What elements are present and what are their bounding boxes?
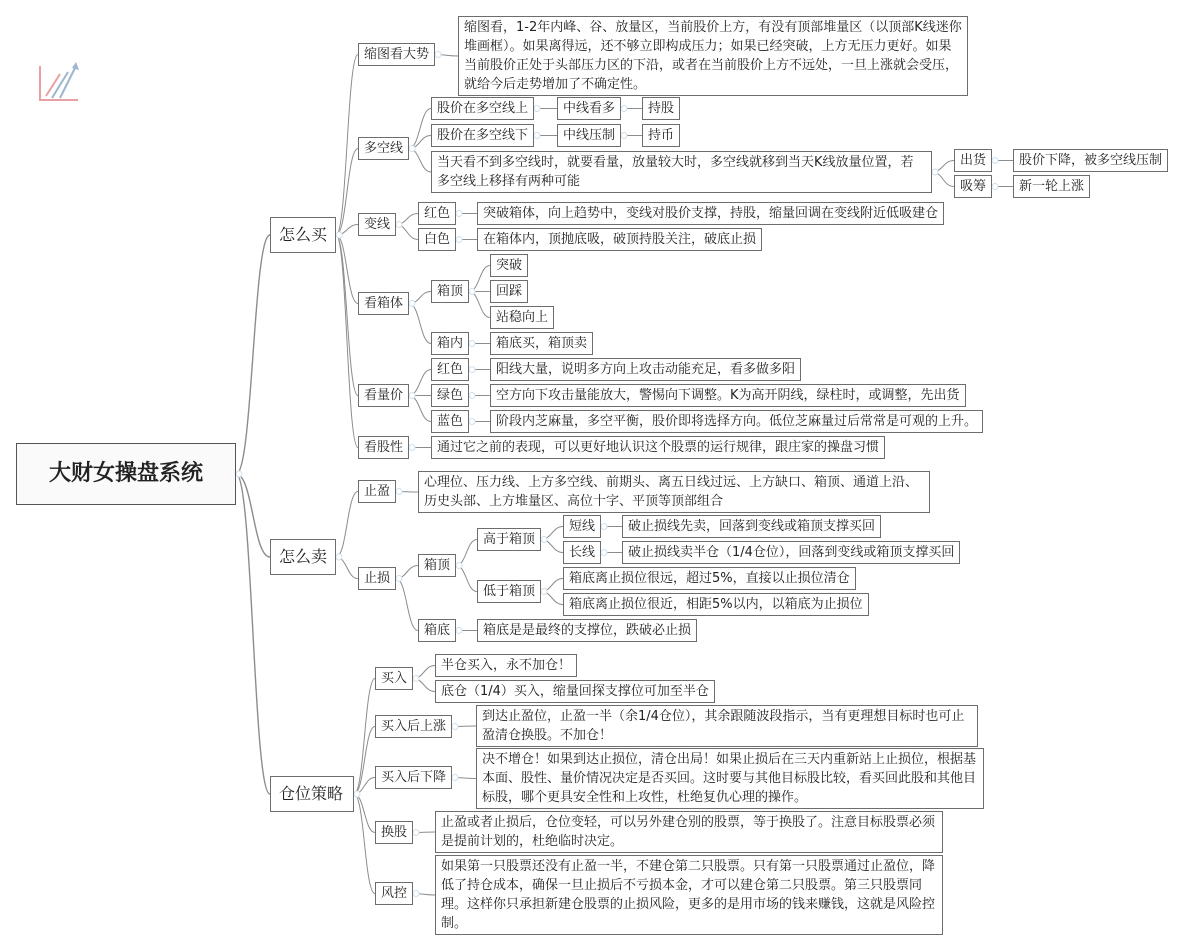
expand-toggle-ma-note[interactable]	[932, 169, 938, 175]
expand-toggle-position-node[interactable]	[354, 791, 360, 797]
ma-sell[interactable]: 出货	[954, 149, 992, 172]
expand-toggle-trend-node[interactable]	[435, 52, 441, 58]
expand-toggle-change-white[interactable]	[456, 237, 462, 243]
buy-node[interactable]: 怎么买	[270, 217, 336, 253]
ma-hold-stock[interactable]: 持股	[642, 97, 680, 120]
expand-toggle-change-node[interactable]	[396, 222, 402, 228]
pos-up-node[interactable]: 买入后上涨	[375, 715, 452, 738]
expand-toggle-box-top[interactable]	[469, 289, 475, 295]
expand-toggle-vol-red[interactable]	[469, 367, 475, 373]
connector-sell-node-profit-node	[336, 492, 358, 558]
box-retest: 回踩	[490, 280, 528, 303]
connector-root-node-position-node	[236, 474, 270, 794]
vol-red[interactable]: 红色	[431, 358, 469, 381]
pos-down-text: 决不增仓！如果到达止损位，清仓出局！如果止损后在三天内重新站上止损位，根据基本面、股性、量价情况决定是否买回。这时要与其他目标股比较，看买回此股和其他目标股，哪个更具安全性和上攻性，杜绝复仇心理的操作。	[476, 748, 984, 809]
connector-buy-node-box-node	[336, 235, 358, 304]
expand-toggle-stop-below[interactable]	[541, 589, 547, 595]
connector-position-node-pos-buy-node	[354, 679, 375, 795]
expand-toggle-ma-node[interactable]	[409, 146, 415, 152]
expand-toggle-pos-up-node[interactable]	[452, 724, 458, 730]
expand-toggle-ma-mid-up[interactable]	[621, 106, 627, 112]
change-white[interactable]: 白色	[418, 228, 456, 251]
box-node[interactable]: 看箱体	[358, 292, 409, 315]
expand-toggle-nature-node[interactable]	[409, 445, 415, 451]
connector-stop-top-stop-above	[456, 540, 477, 566]
box-inside[interactable]: 箱内	[431, 332, 469, 355]
pos-swap-node[interactable]: 换股	[375, 821, 413, 844]
ma-note: 当天看不到多空线时，就要看量，放量较大时，多空线就移到当天K线放量位置，若多空线上移择有两种可能	[431, 151, 932, 193]
pos-swap-text: 止盈或者止损后，仓位变轻，可以另外建仓别的股票，等于换股了。注意目标股票必须是提前计划的，杜绝临时决定。	[435, 811, 943, 853]
root-node[interactable]: 大财女操盘系统	[16, 443, 236, 505]
expand-toggle-pos-risk-node[interactable]	[413, 891, 419, 897]
stop-short-text: 破止损线先卖，回落到变线或箱顶支撑买回	[622, 515, 881, 538]
connector-box-top-box-break	[469, 266, 490, 292]
vol-blue-text: 阶段内芝麻量，多空平衡，股价即将选择方向。低位芝麻量过后常常是可观的上升。	[490, 410, 983, 433]
ma-absorb[interactable]: 吸筹	[954, 175, 992, 198]
expand-toggle-vol-green[interactable]	[469, 393, 475, 399]
vol-red-text: 阳线大量，说明多方向上攻击动能充足，看多做多阳	[490, 358, 801, 381]
stop-below-far: 箱底离止损位很远，超过5%，直接以止损位清仓	[563, 567, 856, 590]
box-break: 突破	[490, 254, 528, 277]
expand-toggle-box-node[interactable]	[409, 301, 415, 307]
box-stand: 站稳向上	[490, 306, 554, 329]
ma-mid-down[interactable]: 中线压制	[557, 124, 621, 147]
expand-toggle-vol-blue[interactable]	[469, 419, 475, 425]
position-node[interactable]: 仓位策略	[270, 776, 354, 812]
ma-mid-up[interactable]: 中线看多	[557, 97, 621, 120]
profit-node[interactable]: 止盈	[358, 480, 396, 503]
expand-toggle-ma-below[interactable]	[534, 133, 540, 139]
expand-toggle-stop-short[interactable]	[601, 524, 607, 530]
connector-buy-node-ma-node	[336, 149, 358, 236]
pos-up-text: 到达止盈位，止盈一半（余1/4仓位），其余跟随波段指示，当有更理想目标时也可止盈清仓换股。不加仓！	[476, 705, 978, 747]
stop-bottom[interactable]: 箱底	[418, 619, 456, 642]
pos-buy-node[interactable]: 买入	[375, 667, 413, 690]
change-red-text: 突破箱体，向上趋势中，变线对股价支撑，持股，缩量回调在变线附近低吸建仓	[477, 202, 944, 225]
pos-risk-node[interactable]: 风控	[375, 882, 413, 905]
connector-stop-node-stop-bottom	[396, 579, 418, 631]
expand-toggle-root-node[interactable]	[236, 471, 242, 477]
connector-box-node-box-inside	[409, 304, 431, 344]
connector-vol-node-vol-blue	[409, 396, 431, 422]
expand-toggle-box-inside[interactable]	[469, 341, 475, 347]
expand-toggle-change-red[interactable]	[456, 211, 462, 217]
vol-node[interactable]: 看量价	[358, 384, 409, 407]
connector-stop-top-stop-below	[456, 566, 477, 592]
connector-buy-node-trend-node	[336, 55, 358, 236]
expand-toggle-stop-above[interactable]	[541, 537, 547, 543]
ma-node[interactable]: 多空线	[358, 137, 409, 160]
stop-below-near: 箱底离止损位很近，相距5%以内，以箱底为止损位	[563, 593, 869, 616]
connector-box-top-box-stand	[469, 292, 490, 318]
connector-ma-node-ma-note	[409, 149, 431, 173]
stop-bottom-text: 箱底是是最终的支撑位，跌破必止损	[477, 619, 697, 642]
stop-long[interactable]: 长线	[563, 541, 601, 564]
pos-buy-base: 底仓（1/4）买入，缩量回探支撑位可加至半仓	[435, 680, 715, 703]
connector-position-node-pos-risk-node	[354, 794, 375, 894]
pos-risk-text: 如果第一只股票还没有止盈一半，不建仓第二只股票。只有第一只股票通过止盈位，降低了持仓成本，确保一旦止损后不亏损本金，才可以建仓第二只股票。第三只股票同理。这样你只承担新建仓股票的止损风险，更多的是用市场的钱来赚钱，这就是风险控制。	[435, 855, 943, 935]
expand-toggle-stop-bottom[interactable]	[456, 628, 462, 634]
logo-icon	[38, 60, 80, 102]
stop-short[interactable]: 短线	[563, 515, 601, 538]
stop-below[interactable]: 低于箱顶	[477, 580, 541, 603]
expand-toggle-stop-long[interactable]	[601, 550, 607, 556]
ma-sell-result: 股价下降，被多空线压制	[1013, 149, 1168, 172]
expand-toggle-stop-node[interactable]	[396, 576, 402, 582]
connector-position-node-pos-swap-node	[354, 794, 375, 833]
connector-vol-node-vol-red	[409, 370, 431, 396]
expand-toggle-pos-buy-node[interactable]	[413, 676, 419, 682]
expand-toggle-sell-node[interactable]	[336, 554, 342, 560]
box-inside-text: 箱底买，箱顶卖	[490, 332, 593, 355]
stop-long-text: 破止损线卖半仓（1/4仓位），回落到变线或箱顶支撑买回	[622, 541, 960, 564]
ma-absorb-result: 新一轮上涨	[1013, 175, 1090, 198]
expand-toggle-ma-sell[interactable]	[992, 158, 998, 164]
profit-text: 心理位、压力线、上方多空线、前期头、离五日线过远、上方缺口、箱顶、通道上沿、历史头部、上方堆量区、高位十字、平顶等顶部组合	[418, 471, 930, 513]
sell-node[interactable]: 怎么卖	[270, 539, 336, 575]
connector-buy-node-vol-node	[336, 235, 358, 396]
expand-toggle-ma-absorb[interactable]	[992, 184, 998, 190]
change-white-text: 在箱体内，顶抛底吸，破顶持股关注，破底止损	[477, 228, 762, 251]
stop-above[interactable]: 高于箱顶	[477, 528, 541, 551]
expand-toggle-pos-swap-node[interactable]	[413, 830, 419, 836]
expand-toggle-stop-top[interactable]	[456, 563, 462, 569]
vol-blue[interactable]: 蓝色	[431, 410, 469, 433]
vol-green[interactable]: 绿色	[431, 384, 469, 407]
change-red[interactable]: 红色	[418, 202, 456, 225]
pos-buy-half: 半仓买入，永不加仓！	[435, 654, 577, 677]
expand-toggle-ma-mid-down[interactable]	[621, 133, 627, 139]
nature-text: 通过它之前的表现，可以更好地认识这个股票的运行规律，跟庄家的操盘习惯	[431, 436, 885, 459]
pos-down-node[interactable]: 买入后下降	[375, 766, 452, 789]
expand-toggle-buy-node[interactable]	[336, 232, 342, 238]
expand-toggle-pos-down-node[interactable]	[452, 775, 458, 781]
stop-top[interactable]: 箱顶	[418, 554, 456, 577]
change-node[interactable]: 变线	[358, 213, 396, 236]
stop-node[interactable]: 止损	[358, 567, 396, 590]
vol-green-text: 空方向下攻击量能放大，警惕向下调整。K为高开阴线，绿柱时，或调整，先出货	[490, 384, 966, 407]
connector-root-node-buy-node	[236, 235, 270, 474]
expand-toggle-vol-node[interactable]	[409, 393, 415, 399]
ma-hold-cash[interactable]: 持币	[642, 124, 680, 147]
nature-node[interactable]: 看股性	[358, 436, 409, 459]
box-top[interactable]: 箱顶	[431, 280, 469, 303]
expand-toggle-profit-node[interactable]	[396, 489, 402, 495]
ma-above[interactable]: 股价在多空线上	[431, 97, 534, 120]
trend-node[interactable]: 缩图看大势	[358, 43, 435, 66]
ma-below[interactable]: 股价在多空线下	[431, 124, 534, 147]
expand-toggle-ma-above[interactable]	[534, 106, 540, 112]
trend-text: 缩图看，1-2年内峰、谷、放量区，当前股价上方，有没有顶部堆量区（以顶部K线迷你堆画框）。如果离得远，还不够立即构成压力；如果已经突破，上方无压力更好。如果当前股价正处于头部压力区的下沿，或者在当前股价上方不远处，一旦上涨就会受压，就给今后走势增加了不确定性。	[458, 16, 968, 96]
